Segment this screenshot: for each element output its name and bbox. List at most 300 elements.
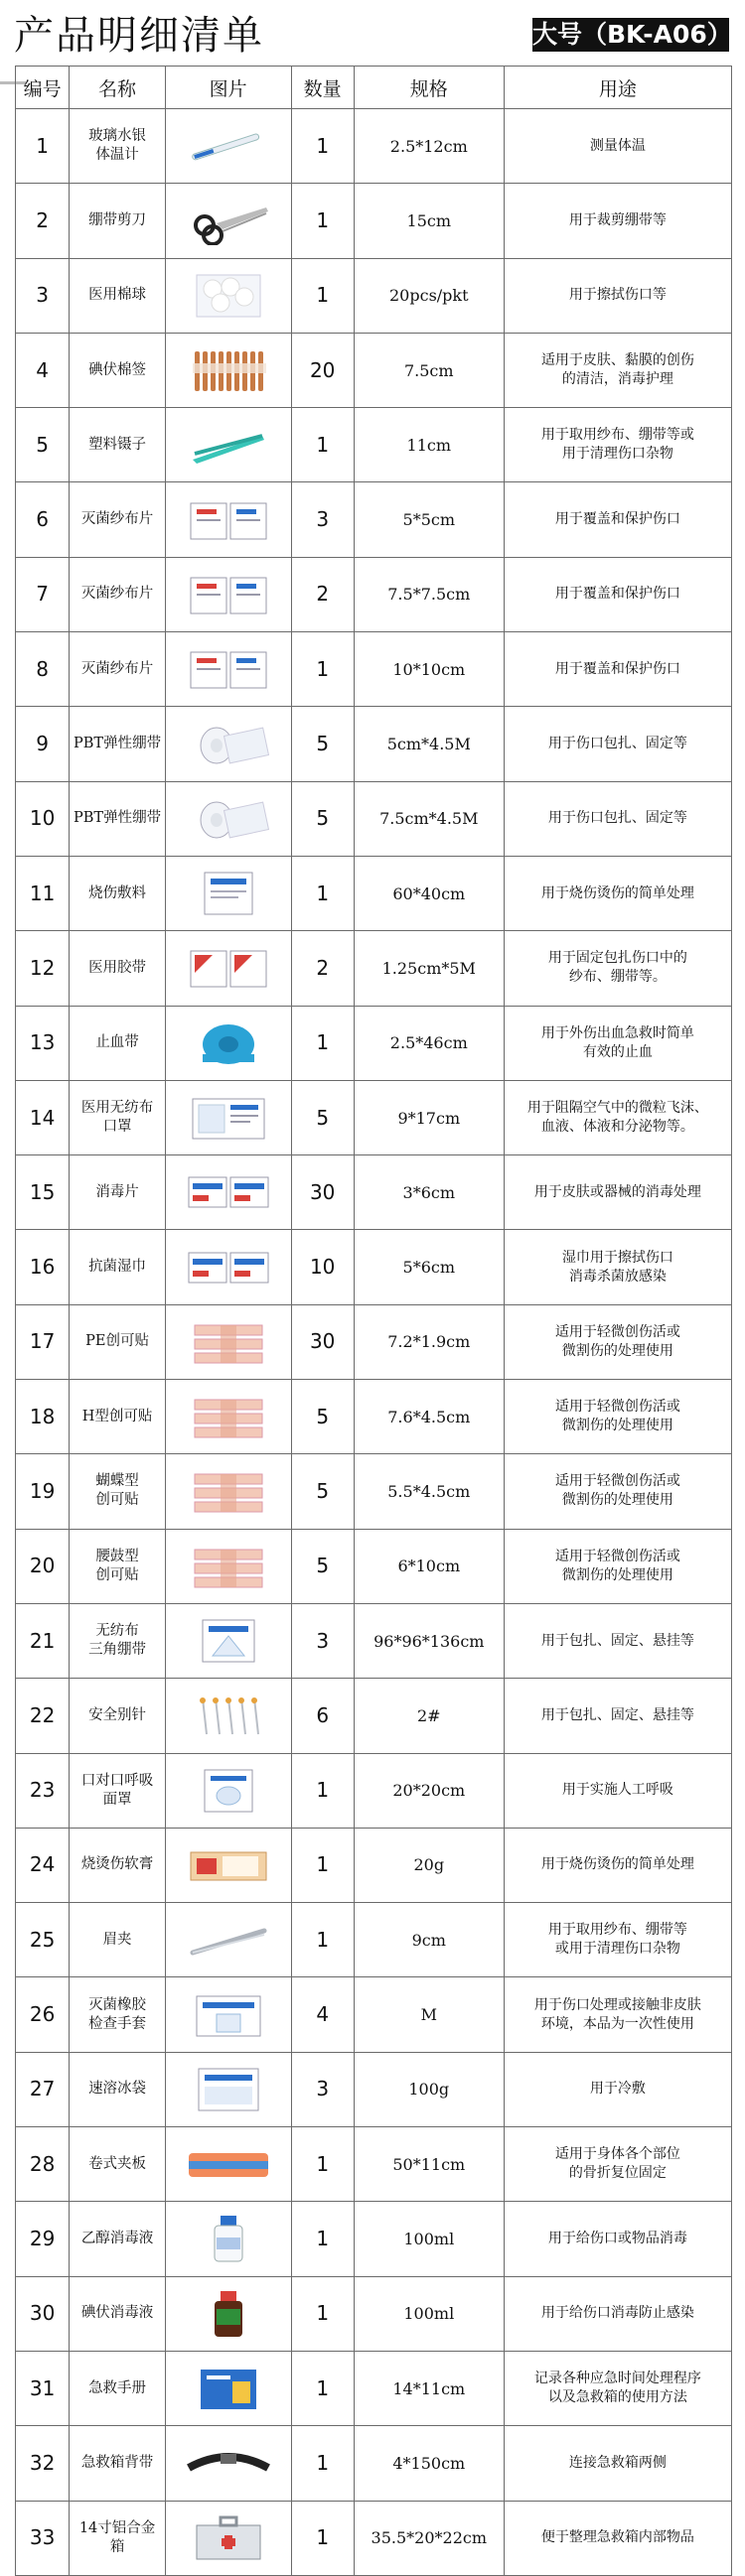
cell-no: 9 <box>16 707 70 781</box>
cell-name <box>70 707 166 781</box>
cell-image <box>165 1529 291 1603</box>
use-line: 或用于清理伤口杂物 <box>554 1941 680 1958</box>
use-line: 微割伤的处理使用 <box>561 1342 673 1359</box>
name-line: 三角绷带 <box>88 1642 147 1659</box>
cell-spec: 35.5*20*22cm <box>354 2501 504 2575</box>
table-row <box>16 1977 732 2052</box>
cell-no: 27 <box>16 2052 70 2126</box>
model-badge: 大号（BK-A06） <box>532 18 729 52</box>
use-line: 适用于轻微创伤活或 <box>554 1473 680 1490</box>
cell-image <box>165 2501 291 2575</box>
cell-qty: 2 <box>291 557 354 631</box>
use-line: 用于外伤出血急救时简单 <box>540 1024 694 1041</box>
cell-image <box>165 184 291 258</box>
cell-image <box>165 1679 291 1753</box>
cell-name <box>70 1603 166 1678</box>
cell-spec: M <box>354 1977 504 2052</box>
bandage-roll-icon <box>183 720 274 769</box>
name-line: 乙醇消毒液 <box>80 2230 154 2246</box>
table-row <box>16 2351 732 2425</box>
cell-use <box>504 856 731 930</box>
cell-spec: 7.5*7.5cm <box>354 557 504 631</box>
scissors-icon <box>183 196 274 245</box>
cell-no: 19 <box>16 1454 70 1529</box>
table-row <box>16 557 732 631</box>
name-line: 医用棉球 <box>88 287 147 304</box>
swabs-icon <box>183 345 274 395</box>
cell-name <box>70 856 166 930</box>
tweezers-icon <box>183 420 274 470</box>
use-line: 用于固定包扎伤口中的 <box>547 950 687 967</box>
cell-qty: 1 <box>291 2202 354 2276</box>
cell-no: 22 <box>16 1679 70 1753</box>
cell-image <box>165 109 291 184</box>
cell-name <box>70 931 166 1006</box>
cell-qty: 5 <box>291 1529 354 1603</box>
cell-qty: 1 <box>291 1828 354 1902</box>
use-line: 湿巾用于擦拭伤口 <box>561 1249 673 1266</box>
table-row <box>16 781 732 856</box>
cell-no: 18 <box>16 1380 70 1454</box>
cell-qty: 5 <box>291 1454 354 1529</box>
cell-spec: 15cm <box>354 184 504 258</box>
cell-image <box>165 931 291 1006</box>
name-line: 口罩 <box>102 1119 132 1135</box>
name-line: 检查手套 <box>88 2015 147 2032</box>
cell-use <box>504 1529 731 1603</box>
cell-use <box>504 707 731 781</box>
cell-qty: 1 <box>291 258 354 333</box>
table-row <box>16 1603 732 1678</box>
cell-image <box>165 1603 291 1678</box>
use-line: 用于包扎、固定、悬挂等 <box>540 1632 694 1649</box>
cell-no: 17 <box>16 1304 70 1379</box>
cell-use <box>504 1230 731 1304</box>
name-line: PE创可贴 <box>85 1333 149 1350</box>
use-line: 连接急救箱两侧 <box>568 2454 667 2471</box>
cell-image <box>165 1304 291 1379</box>
name-line: 抗菌湿巾 <box>88 1259 147 1276</box>
name-line: 14寸铝合金箱 <box>78 2519 156 2555</box>
aluminum-case-icon <box>183 2513 274 2563</box>
name-line: 灭菌纱布片 <box>80 511 154 528</box>
cell-spec: 1.25cm*5M <box>354 931 504 1006</box>
cell-no: 33 <box>16 2501 70 2575</box>
cell-spec: 100ml <box>354 2276 504 2351</box>
cell-spec: 7.6*4.5cm <box>354 1380 504 1454</box>
cell-qty: 1 <box>291 2501 354 2575</box>
header-qty: 数量 <box>291 67 354 109</box>
use-line: 用于给伤口消毒防止感染 <box>540 2305 694 2322</box>
cell-name <box>70 781 166 856</box>
cell-qty: 10 <box>291 1230 354 1304</box>
use-line: 适用于轻微创伤活或 <box>554 1323 680 1340</box>
cell-use <box>504 2052 731 2126</box>
use-line: 用于实施人工呼吸 <box>561 1782 673 1799</box>
cell-spec: 2# <box>354 1679 504 1753</box>
use-line: 用于覆盖和保护伤口 <box>554 660 680 677</box>
plaster-icon <box>183 1466 274 1516</box>
table-row <box>16 2052 732 2126</box>
use-line: 用于皮肤或器械的消毒处理 <box>533 1183 701 1200</box>
name-line: 止血带 <box>95 1034 139 1051</box>
cell-image <box>165 258 291 333</box>
cell-name <box>70 1753 166 1828</box>
cell-no: 15 <box>16 1155 70 1230</box>
table-row <box>16 2127 732 2202</box>
cell-image <box>165 856 291 930</box>
cell-no: 31 <box>16 2351 70 2425</box>
use-line: 用于裁剪绷带等 <box>568 211 667 228</box>
cell-spec: 11cm <box>354 408 504 482</box>
cell-name <box>70 333 166 407</box>
name-line: 灭菌纱布片 <box>80 660 154 677</box>
cell-no: 32 <box>16 2426 70 2501</box>
cell-spec: 3*6cm <box>354 1155 504 1230</box>
cell-qty: 1 <box>291 856 354 930</box>
cell-use <box>504 931 731 1006</box>
cell-qty: 3 <box>291 1603 354 1678</box>
cell-image <box>165 707 291 781</box>
name-line: 口对口呼吸 <box>80 1772 154 1789</box>
use-line: 用于伤口包扎、固定等 <box>547 736 687 752</box>
table-row <box>16 1155 732 1230</box>
ice-pack-icon <box>183 2065 274 2114</box>
safety-pin-icon <box>183 1691 274 1740</box>
cell-qty: 1 <box>291 1753 354 1828</box>
cell-no: 24 <box>16 1828 70 1902</box>
cell-spec: 20*20cm <box>354 1753 504 1828</box>
cell-spec: 2.5*12cm <box>354 109 504 184</box>
use-line: 有效的止血 <box>582 1043 653 1060</box>
cell-use <box>504 2426 731 2501</box>
name-line: 消毒片 <box>95 1183 139 1200</box>
cell-image <box>165 1828 291 1902</box>
table-row <box>16 1080 732 1154</box>
table-row <box>16 1454 732 1529</box>
cell-use <box>504 184 731 258</box>
cell-qty: 6 <box>291 1679 354 1753</box>
mask-icon <box>183 1093 274 1143</box>
cell-use <box>504 781 731 856</box>
use-line: 用于烧伤烫伤的简单处理 <box>540 1856 694 1873</box>
cell-name <box>70 1977 166 2052</box>
cell-use <box>504 1155 731 1230</box>
cell-qty: 1 <box>291 2351 354 2425</box>
cell-use <box>504 258 731 333</box>
use-line: 的骨折复位固定 <box>568 2165 667 2182</box>
cell-name <box>70 1903 166 1977</box>
use-line: 适用于轻微创伤活或 <box>554 1399 680 1416</box>
cell-no: 10 <box>16 781 70 856</box>
cell-image <box>165 1454 291 1529</box>
cell-qty: 3 <box>291 482 354 557</box>
gauze-icon <box>183 644 274 694</box>
cell-image <box>165 632 291 707</box>
cell-name <box>70 1679 166 1753</box>
cell-spec: 10*10cm <box>354 632 504 707</box>
cell-spec: 20pcs/pkt <box>354 258 504 333</box>
use-line: 微割伤的处理使用 <box>561 1566 673 1583</box>
table-row <box>16 2501 732 2575</box>
cell-use <box>504 1679 731 1753</box>
use-line: 用于伤口处理或接触非皮肤 <box>533 1996 701 2013</box>
cell-no: 13 <box>16 1006 70 1080</box>
cell-use <box>504 1753 731 1828</box>
cotton-balls-icon <box>183 271 274 321</box>
cell-name <box>70 258 166 333</box>
table-row <box>16 931 732 1006</box>
use-line: 微割伤的处理使用 <box>561 1492 673 1509</box>
name-line: 眉夹 <box>102 1931 132 1948</box>
cell-no: 11 <box>16 856 70 930</box>
cell-image <box>165 1380 291 1454</box>
use-line: 用于阻隔空气中的微粒飞沫、 <box>526 1100 708 1116</box>
cell-use <box>504 1903 731 1977</box>
wipes-icon <box>183 1167 274 1217</box>
table-row <box>16 1903 732 1977</box>
cell-no: 2 <box>16 184 70 258</box>
cell-no: 1 <box>16 109 70 184</box>
cell-image <box>165 1155 291 1230</box>
cell-name <box>70 557 166 631</box>
cell-qty: 1 <box>291 408 354 482</box>
cell-spec: 14*11cm <box>354 2351 504 2425</box>
cell-no: 28 <box>16 2127 70 2202</box>
cell-use <box>504 1454 731 1529</box>
use-line: 以及急救箱的使用方法 <box>547 2389 687 2406</box>
name-line: 灭菌橡胶 <box>88 1996 147 2013</box>
cell-name <box>70 1006 166 1080</box>
cell-name <box>70 482 166 557</box>
use-line: 用于覆盖和保护伤口 <box>554 586 680 603</box>
cell-qty: 1 <box>291 109 354 184</box>
header-image: 图片 <box>165 67 291 109</box>
name-line: 急救箱背带 <box>80 2454 154 2471</box>
table-row <box>16 2426 732 2501</box>
cell-name <box>70 2127 166 2202</box>
use-line: 记录各种应急时间处理程序 <box>533 2371 701 2387</box>
cell-name <box>70 2052 166 2126</box>
cell-no: 4 <box>16 333 70 407</box>
page-title: 产品明细清单 <box>14 13 264 59</box>
table-row <box>16 333 732 407</box>
name-line: 绷带剪刀 <box>88 211 147 228</box>
cell-name <box>70 1828 166 1902</box>
gauze-icon <box>183 495 274 545</box>
use-line: 测量体温 <box>589 137 646 154</box>
plaster-icon <box>183 1542 274 1591</box>
cell-use <box>504 1006 731 1080</box>
use-line: 用于取用纱布、绷带等 <box>547 1922 687 1939</box>
use-line: 用于冷敷 <box>589 2081 646 2098</box>
ointment-icon <box>183 1840 274 1890</box>
cell-qty: 5 <box>291 1080 354 1154</box>
table-row <box>16 1529 732 1603</box>
use-line: 用于烧伤烫伤的简单处理 <box>540 884 694 901</box>
table-row <box>16 408 732 482</box>
cell-qty: 1 <box>291 2276 354 2351</box>
use-line: 适用于身体各个部位 <box>554 2146 680 2163</box>
cell-spec: 20g <box>354 1828 504 1902</box>
cell-name <box>70 109 166 184</box>
name-line: 蝴蝶型 <box>95 1473 139 1490</box>
use-line: 血液、体液和分泌物等。 <box>540 1119 694 1135</box>
cell-spec: 7.5cm*4.5M <box>354 781 504 856</box>
name-line: 医用无纺布 <box>80 1100 154 1116</box>
cell-qty: 1 <box>291 1903 354 1977</box>
name-line: 烧烫伤软膏 <box>80 1856 154 1873</box>
cell-use <box>504 408 731 482</box>
name-line: 面罩 <box>102 1791 132 1808</box>
cell-spec: 2.5*46cm <box>354 1006 504 1080</box>
name-line: 腰鼓型 <box>95 1548 139 1564</box>
cell-no: 12 <box>16 931 70 1006</box>
cell-qty: 2 <box>291 931 354 1006</box>
cell-qty: 3 <box>291 2052 354 2126</box>
name-line: 速溶冰袋 <box>88 2081 147 2098</box>
cell-spec: 96*96*136cm <box>354 1603 504 1678</box>
cell-image <box>165 2052 291 2126</box>
gauze-icon <box>183 570 274 619</box>
name-line: PBT弹性绷带 <box>74 810 162 827</box>
cell-name <box>70 1454 166 1529</box>
name-line: 无纺布 <box>95 1623 139 1640</box>
cell-qty: 1 <box>291 632 354 707</box>
name-line: 急救手册 <box>88 2379 147 2396</box>
header-name: 名称 <box>70 67 166 109</box>
name-line: 体温计 <box>95 147 139 164</box>
use-line: 纱布、绷带等。 <box>568 969 667 986</box>
tape-icon <box>183 943 274 993</box>
cell-qty: 1 <box>291 184 354 258</box>
cell-no: 26 <box>16 1977 70 2052</box>
cell-spec: 6*10cm <box>354 1529 504 1603</box>
cell-name <box>70 1529 166 1603</box>
cell-use <box>504 482 731 557</box>
cell-no: 14 <box>16 1080 70 1154</box>
cell-use <box>504 333 731 407</box>
name-line: 碘伏消毒液 <box>80 2305 154 2322</box>
cell-use <box>504 1828 731 1902</box>
table-row <box>16 1006 732 1080</box>
header-no: 编号 <box>16 67 70 109</box>
name-line: 创可贴 <box>95 1492 139 1509</box>
cell-image <box>165 482 291 557</box>
cell-name <box>70 2426 166 2501</box>
cell-no: 30 <box>16 2276 70 2351</box>
cell-image <box>165 333 291 407</box>
cell-no: 23 <box>16 1753 70 1828</box>
use-line: 环境，本品为一次性使用 <box>540 2015 694 2032</box>
table-row <box>16 707 732 781</box>
name-line: PBT弹性绷带 <box>74 736 162 752</box>
cell-no: 5 <box>16 408 70 482</box>
burn-dressing-icon <box>183 869 274 918</box>
cell-qty: 5 <box>291 781 354 856</box>
use-line: 的清洁，消毒护理 <box>561 371 673 388</box>
cell-no: 3 <box>16 258 70 333</box>
cell-use <box>504 1304 731 1379</box>
cell-qty: 30 <box>291 1155 354 1230</box>
use-line: 适用于皮肤、黏膜的创伤 <box>540 352 694 369</box>
table-row <box>16 632 732 707</box>
cell-image <box>165 557 291 631</box>
product-table <box>15 66 732 2576</box>
cell-image <box>165 2127 291 2202</box>
name-line: H型创可贴 <box>81 1408 153 1424</box>
cell-image <box>165 1080 291 1154</box>
cell-qty: 1 <box>291 2127 354 2202</box>
name-line: 塑料镊子 <box>88 436 147 453</box>
name-line: 烧伤敷料 <box>88 884 147 901</box>
cpr-mask-icon <box>183 1766 274 1816</box>
cell-no: 6 <box>16 482 70 557</box>
table-row <box>16 1304 732 1379</box>
cell-no: 8 <box>16 632 70 707</box>
thermometer-icon <box>183 121 274 171</box>
use-line: 用于擦拭伤口等 <box>568 287 667 304</box>
name-line: 卷式夹板 <box>88 2155 147 2172</box>
name-line: 安全别针 <box>88 1706 147 1723</box>
name-line: 医用胶带 <box>88 959 147 976</box>
cell-use <box>504 2202 731 2276</box>
cell-qty: 30 <box>291 1304 354 1379</box>
table-row <box>16 856 732 930</box>
cell-use <box>504 1080 731 1154</box>
cell-qty: 4 <box>291 1977 354 2052</box>
bandage-roll-icon <box>183 794 274 844</box>
cell-qty: 5 <box>291 707 354 781</box>
use-line: 微割伤的处理使用 <box>561 1418 673 1434</box>
table-row <box>16 109 732 184</box>
cell-image <box>165 1753 291 1828</box>
table-row <box>16 1679 732 1753</box>
cell-name <box>70 184 166 258</box>
table-row <box>16 184 732 258</box>
cell-name <box>70 1380 166 1454</box>
tourniquet-icon <box>183 1018 274 1068</box>
cell-spec: 50*11cm <box>354 2127 504 2202</box>
cell-name <box>70 1155 166 1230</box>
cell-spec: 4*150cm <box>354 2426 504 2501</box>
name-line: 碘伏棉签 <box>88 361 147 378</box>
use-line: 用于取用纱布、绷带等或 <box>540 427 694 444</box>
use-line: 用于伤口包扎、固定等 <box>547 810 687 827</box>
cell-image <box>165 2202 291 2276</box>
cell-use <box>504 2351 731 2425</box>
eyebrow-tweezers-icon <box>183 1915 274 1965</box>
table-row <box>16 1230 732 1304</box>
cell-image <box>165 408 291 482</box>
table-row <box>16 1753 732 1828</box>
cell-no: 20 <box>16 1529 70 1603</box>
cell-qty: 20 <box>291 333 354 407</box>
name-line: 创可贴 <box>95 1566 139 1583</box>
cell-qty: 1 <box>291 2426 354 2501</box>
cell-name <box>70 632 166 707</box>
table-header-row <box>16 67 732 109</box>
cell-no: 16 <box>16 1230 70 1304</box>
use-line: 用于给伤口或物品消毒 <box>547 2230 687 2246</box>
cell-use <box>504 2127 731 2202</box>
cell-use <box>504 1603 731 1678</box>
cell-image <box>165 1903 291 1977</box>
use-line: 用于包扎、固定、悬挂等 <box>540 1706 694 1723</box>
cell-spec: 5*6cm <box>354 1230 504 1304</box>
cell-image <box>165 2351 291 2425</box>
cell-no: 25 <box>16 1903 70 1977</box>
